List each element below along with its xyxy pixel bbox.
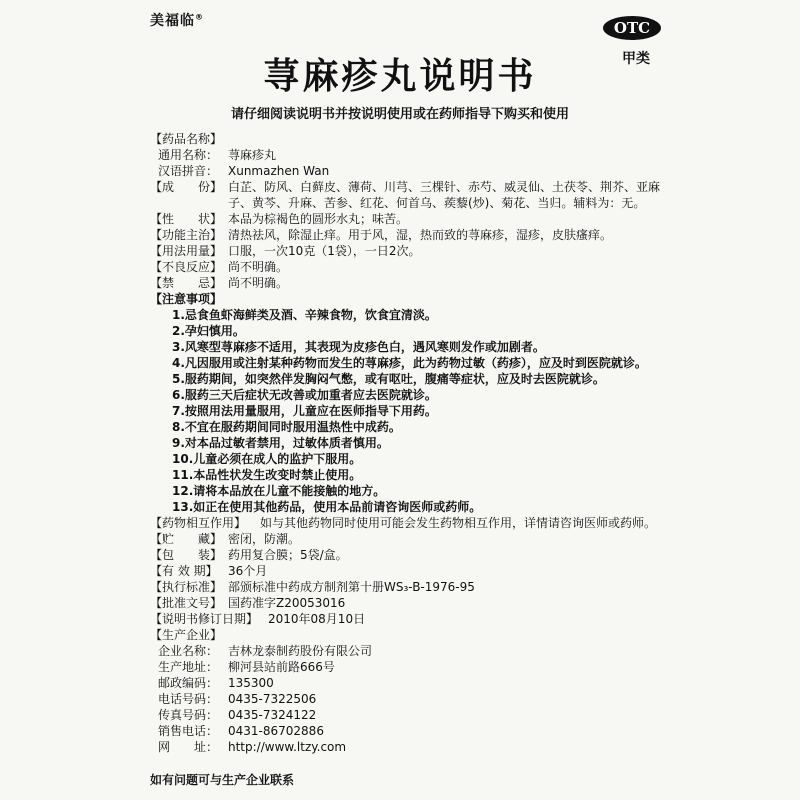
- usage-value: 口服，一次10克（1袋），一日2次。: [228, 244, 421, 258]
- revision-row: [150, 611, 670, 627]
- precautions-label: 【注意事项】: [150, 292, 223, 306]
- document-title: 荨麻疹丸说明书: [263, 56, 537, 97]
- website-row: [150, 739, 670, 755]
- manufacturer-label: 【生产企业】: [150, 628, 223, 642]
- package-value: 药用复合膜；5袋/盒。: [228, 548, 348, 562]
- document-subtitle: 请仔细阅读说明书并按说明使用或在药师指导下购买和使用: [230, 107, 569, 122]
- approval-row: [150, 595, 670, 611]
- website-value: http://www.ltzy.com: [228, 740, 347, 754]
- contraindication-row: [150, 275, 670, 291]
- address-row: [150, 659, 670, 675]
- precaution-item: 8.不宜在服药期间同时服用温热性中成药。: [172, 420, 401, 434]
- contraindication-label: 【禁 忌】: [150, 276, 223, 290]
- phone-row: [150, 691, 670, 707]
- package-row: [150, 547, 670, 563]
- indication-label: 【功能主治】: [150, 228, 223, 242]
- indication-row: [150, 227, 670, 243]
- precaution-item: 6.服药三天后症状无改善或加重者应去医院就诊。: [172, 388, 437, 402]
- adverse-label: 【不良反应】: [150, 260, 223, 274]
- pinyin-row: [150, 163, 670, 179]
- ingredients-label: 【成 份】: [150, 180, 223, 194]
- package-label: 【包 装】: [150, 548, 223, 562]
- revision-value: 2010年08月10日: [268, 612, 366, 626]
- character-value: 本品为棕褐色的圆形水丸；味苦。: [228, 212, 409, 226]
- footer-contact-note: 如有问题可与生产企业联系: [150, 773, 295, 787]
- fax-label: 传真号码：: [158, 708, 219, 722]
- pinyin-value: Xunmazhen Wan: [228, 164, 330, 178]
- precaution-item: 10.儿童必须在成人的监护下服用。: [172, 452, 362, 466]
- precaution-item: 9.对本品过敏者禁用，过敏体质者慎用。: [172, 436, 389, 450]
- ingredients-value: 白芷、防风、白藓皮、薄荷、川芎、三棵针、赤芍、威灵仙、土茯苓、荆芥、亚麻子、黄芩、升麻、苦参、红花、何首乌、蒺藜(炒)、菊花、当归。辅料为：无。: [228, 180, 661, 210]
- leaflet-body: [150, 131, 670, 755]
- sales-phone-value: 0431-86702886: [228, 724, 324, 738]
- precaution-item: 1.忌食鱼虾海鲜类及酒、辛辣食物，饮食宜清淡。: [172, 308, 437, 322]
- precaution-item: 4.凡因服用或注射某种药物而发生的荨麻疹，此为药物过敏（药疹），应及时到医院就诊。: [172, 356, 647, 370]
- precaution-item: 7.按照用法用量服用，儿童应在医师指导下用药。: [172, 404, 437, 418]
- adverse-value: 尚不明确。: [228, 260, 289, 274]
- storage-value: 密闭，防潮。: [228, 532, 301, 546]
- validity-label: 【有 效 期】: [150, 564, 218, 578]
- otc-category: 甲类: [622, 51, 650, 67]
- precaution-item: 12.请将本品放在儿童不能接触的地方。: [172, 484, 386, 498]
- usage-row: [150, 243, 670, 259]
- drug-name-label: 【药品名称】: [150, 132, 223, 146]
- interaction-row: [150, 515, 670, 531]
- approval-value: 国药准字Z20053016: [228, 596, 346, 610]
- generic-name-row: [150, 147, 670, 163]
- otc-badge: OTC: [603, 16, 661, 40]
- fax-value: 0435-7324122: [228, 708, 317, 722]
- postcode-row: [150, 675, 670, 691]
- precautions-header: [150, 291, 670, 307]
- manufacturer-header: [150, 627, 670, 643]
- sales-phone-row: [150, 723, 670, 739]
- standard-row: [150, 579, 670, 595]
- precaution-item: 5.服药期间，如突然伴发胸闷气憋，或有呕吐，腹痛等症状，应及时去医院就诊。: [172, 372, 605, 386]
- fax-row: [150, 707, 670, 723]
- interaction-value: 如与其他药物同时使用可能会发生药物相互作用，详情请咨询医师或药师。: [260, 516, 657, 530]
- character-label: 【性 状】: [150, 212, 223, 226]
- company-value: 吉林龙泰制药股份有限公司: [228, 644, 373, 658]
- phone-value: 0435-7322506: [228, 692, 317, 706]
- address-label: 生产地址：: [158, 660, 219, 674]
- postcode-label: 邮政编码：: [158, 676, 219, 690]
- approval-label: 【批准文号】: [150, 596, 223, 610]
- registered-mark: ®: [195, 12, 204, 22]
- sales-phone-label: 销售电话：: [158, 724, 219, 738]
- generic-name-label: 通用名称：: [158, 148, 219, 162]
- storage-label: 【贮 藏】: [150, 532, 223, 546]
- character-row: [150, 211, 670, 227]
- precaution-item: 13.如正在使用其他药品，使用本品前请咨询医师或药师。: [172, 500, 482, 514]
- precaution-item: 3.风寒型荨麻疹不适用，其表现为皮疹色白，遇风寒则发作或加剧者。: [172, 340, 545, 354]
- brand-name: 美福临: [150, 13, 195, 29]
- validity-value: 36个月: [228, 564, 268, 578]
- adverse-row: [150, 259, 670, 275]
- standard-label: 【执行标准】: [150, 580, 223, 594]
- revision-label: 【说明书修订日期】: [150, 612, 259, 626]
- contraindication-value: 尚不明确。: [228, 276, 289, 290]
- company-label: 企业名称：: [158, 644, 219, 658]
- pinyin-label: 汉语拼音：: [158, 164, 219, 178]
- company-row: [150, 643, 670, 659]
- phone-label: 电话号码：: [158, 692, 219, 706]
- validity-row: [150, 563, 670, 579]
- indication-value: 清热祛风，除湿止痒。用于风，湿，热而致的荨麻疹，湿疹，皮肤瘙痒。: [228, 228, 613, 242]
- usage-label: 【用法用量】: [150, 244, 223, 258]
- website-label: 网 址：: [158, 740, 219, 754]
- generic-name-value: 荨麻疹丸: [228, 148, 277, 162]
- interaction-label: 【药物相互作用】: [150, 516, 247, 530]
- precaution-item: 2.孕妇慎用。: [172, 324, 245, 338]
- storage-row: [150, 531, 670, 547]
- precaution-item: 11.本品性状发生改变时禁止使用。: [172, 468, 362, 482]
- address-value: 柳河县站前路666号: [228, 660, 335, 674]
- standard-value: 部颁标准中药成方制剂第十册WS₃-B-1976-95: [228, 580, 475, 594]
- postcode-value: 135300: [228, 676, 274, 690]
- drug-name-header: [150, 131, 670, 147]
- brand-logo: [150, 10, 204, 30]
- ingredients-row: [150, 179, 670, 211]
